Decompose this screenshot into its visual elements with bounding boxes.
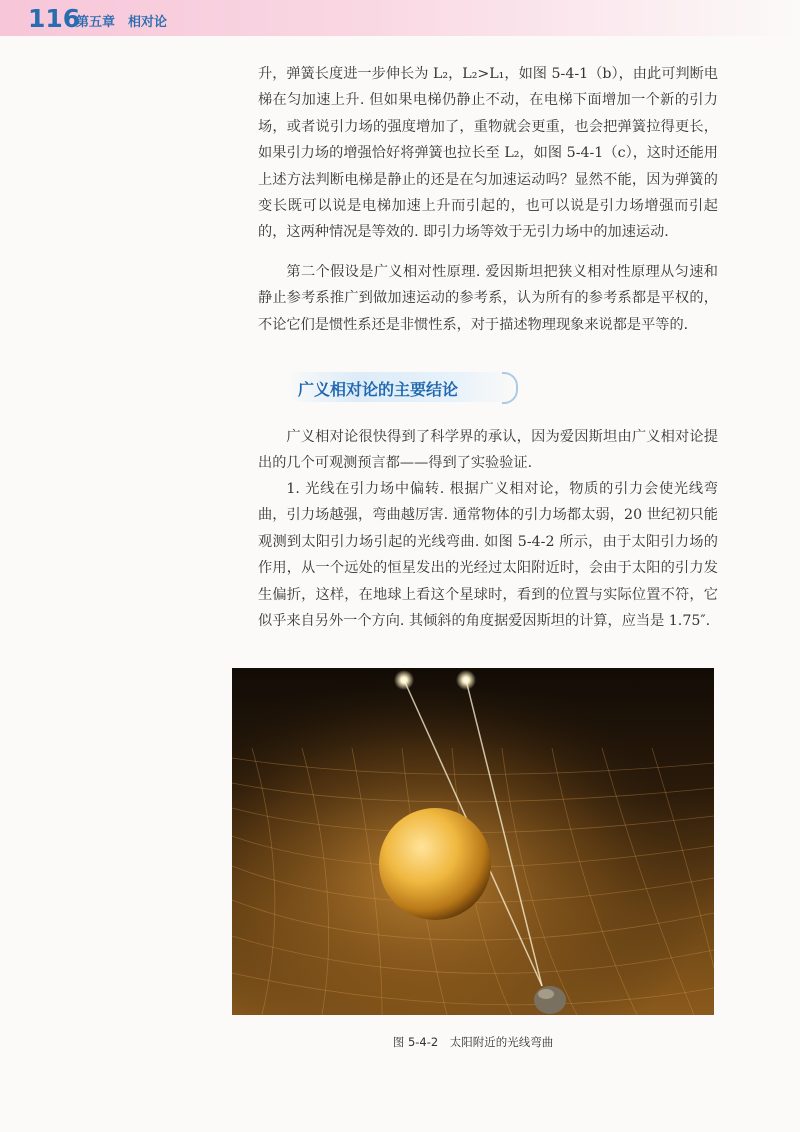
sun-icon bbox=[379, 808, 491, 920]
apparent-star-icon bbox=[394, 670, 414, 690]
paragraph-general-relativity-principle: 第二个假设是广义相对性原理. 爱因斯坦把狭义相对性原理从匀速和静止参考系推广到做加速运动的参考系，认为所有的参考系都是平权的，不论它们是惯性系还是非惯性系，对于描述物理现象来说都是平等的. bbox=[258, 264, 718, 333]
chapter-title: 第五章 相对论 bbox=[76, 15, 168, 30]
paragraph-predictions: 广义相对论很快得到了科学界的承认，因为爱因斯坦由广义相对论提出的几个可观测预言都——得到了实验验证. bbox=[258, 429, 718, 472]
light-bending-image bbox=[232, 668, 714, 1015]
actual-star-icon bbox=[456, 670, 476, 690]
page-number: 116 bbox=[28, 4, 81, 33]
figure-light-bending-illustration bbox=[232, 668, 714, 1015]
paragraph-elevator-spring: 升，弹簧长度进一步伸长为 L₂，L₂>L₁，如图 5-4-1（b），由此可判断电梯在匀加速上升. 但如果电梯仍静止不动，在电梯下面增加一个新的引力场，或者说引力场的强度增加了，重物就会更重，也会把弹簧拉得更长，如果引力场的增强恰好将弹簧也拉长至 L₂，如图 5-4-1（c），这时还能用上述方法判断电梯是静止的还是在匀加速运动吗？显然不能，因为弹簧的变长既可以说是电梯加速上升而引起的，也可以说是引力场增强而引起的，这两种情况是等效的. 即引力场等效于无引力场中的加速运动. bbox=[258, 66, 718, 241]
heading-decoration bbox=[502, 372, 518, 404]
figure-caption: 图 5-4-2 太阳附近的光线弯曲 bbox=[392, 1035, 554, 1049]
section-heading-text: 广义相对论的主要结论 bbox=[298, 380, 459, 399]
section-heading bbox=[286, 372, 518, 402]
paragraph-light-deflection: 1. 光线在引力场中偏转. 根据广义相对论，物质的引力会使光线弯曲，引力场越强，弯曲越厉害. 通常物体的引力场都太弱，20 世纪初只能观测到太阳引力场引起的光线弯曲. 如图 5-4-2 所示，由于太阳引力场的作用，从一个远处的恒星发出的光经过太阳附近时，会由于太阳的引力发生偏折，这样，在地球上看这个星球时，看到的位置与实际位置不符，它似乎来自另外一个方向. 其倾斜的角度据爱因斯坦的计算，应当是 1.75″. bbox=[258, 481, 718, 630]
